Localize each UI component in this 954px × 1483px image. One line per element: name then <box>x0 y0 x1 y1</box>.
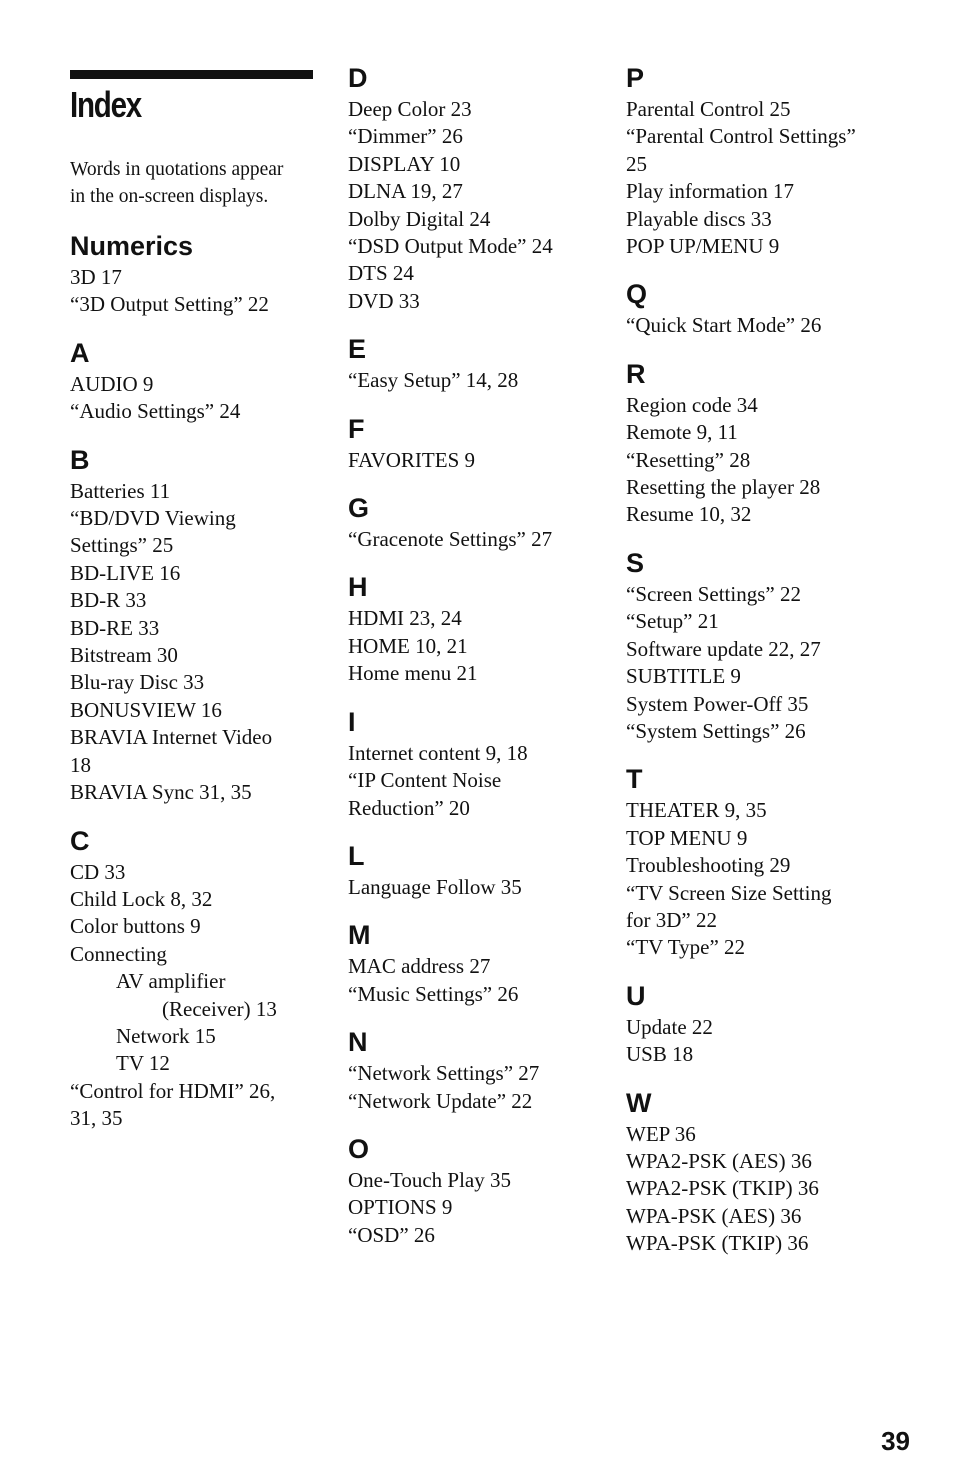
index-entry: “Quick Start Mode” 26 <box>626 313 822 338</box>
intro-line: in the on-screen displays. <box>70 186 269 207</box>
index-entry: HOME 10, 21 <box>348 633 468 658</box>
index-entry: “Music Settings” 26 <box>348 981 519 1006</box>
index-entry: Play information 17 <box>626 179 794 204</box>
index-section <box>626 546 876 745</box>
index-entry: “3D Output Setting” 22 <box>70 292 269 317</box>
index-entry: “Audio Settings” 24 <box>70 399 241 424</box>
index-section <box>626 1086 876 1258</box>
section-heading: Numerics <box>70 231 194 261</box>
index-entry: “Setup” 21 <box>626 609 719 634</box>
index-entry: Settings” 25 <box>70 533 174 558</box>
index-entry: DLNA 19, 27 <box>348 179 463 204</box>
index-section <box>626 357 876 529</box>
index-entry: Region code 34 <box>626 392 758 417</box>
index-entry: Bitstream 30 <box>70 643 178 668</box>
index-section <box>70 229 325 319</box>
index-entry: Child Lock 8, 32 <box>70 886 213 911</box>
index-entry: TV 12 <box>116 1051 170 1076</box>
index-entry: AUDIO 9 <box>70 371 154 396</box>
index-entry: “System Settings” 26 <box>626 718 806 743</box>
index-entry: 31, 35 <box>70 1106 123 1131</box>
index-entry: Playable discs 33 <box>626 206 772 231</box>
section-heading: A <box>70 337 90 368</box>
index-section <box>70 824 325 1133</box>
index-column-3 <box>626 61 876 1275</box>
index-section <box>70 443 325 807</box>
index-entry: TOP MENU 9 <box>626 825 748 850</box>
index-entry: POP UP/MENU 9 <box>626 234 780 259</box>
section-heading: S <box>626 547 645 578</box>
index-entry: MAC address 27 <box>348 954 491 979</box>
index-entry: FAVORITES 9 <box>348 447 475 472</box>
index-entry: “TV Screen Size Setting <box>626 880 832 905</box>
section-heading: H <box>348 572 368 603</box>
title-rule <box>70 70 313 79</box>
section-heading: I <box>348 706 356 737</box>
index-section <box>348 705 598 822</box>
section-heading: N <box>348 1027 368 1058</box>
index-entry: USB 18 <box>626 1042 694 1067</box>
index-entry: DVD 33 <box>348 288 420 313</box>
index-entry: WPA-PSK (TKIP) 36 <box>626 1231 809 1256</box>
index-section <box>626 762 876 961</box>
index-entry: “Resetting” 28 <box>626 447 751 472</box>
index-entry: Home menu 21 <box>348 661 478 686</box>
index-entry: Reduction” 20 <box>348 795 470 820</box>
index-entry: “Gracenote Settings” 27 <box>348 527 553 552</box>
section-heading: C <box>70 825 90 856</box>
intro-line: Words in quotations appear <box>70 159 284 180</box>
index-entry: Troubleshooting 29 <box>626 853 791 878</box>
index-section <box>348 1132 598 1249</box>
index-entry: “Parental Control Settings” <box>626 124 856 149</box>
index-entry: DTS 24 <box>348 261 414 286</box>
section-heading: U <box>626 980 646 1011</box>
index-entry: BONUSVIEW 16 <box>70 697 222 722</box>
index-entry: “Network Update” 22 <box>348 1088 533 1113</box>
index-entry: “DSD Output Mode” 24 <box>348 234 553 259</box>
section-heading: E <box>348 334 367 365</box>
index-entry: AV amplifier <box>116 969 226 994</box>
index-entry: “OSD” 26 <box>348 1222 435 1247</box>
section-heading: Q <box>626 279 648 310</box>
index-section <box>626 277 876 339</box>
page-title: Index <box>70 84 141 125</box>
index-entry: Network 15 <box>116 1023 216 1048</box>
index-section <box>348 918 598 1008</box>
index-section <box>348 1025 598 1115</box>
index-entry: Internet content 9, 18 <box>348 740 528 765</box>
index-entry: BD-LIVE 16 <box>70 560 181 585</box>
index-entry: Language Follow 35 <box>348 874 522 899</box>
index-entry: BD-R 33 <box>70 588 147 613</box>
page-number: 39 <box>881 1426 910 1456</box>
index-section <box>348 61 598 315</box>
index-entry: Blu-ray Disc 33 <box>70 670 205 695</box>
index-entry: BRAVIA Sync 31, 35 <box>70 780 252 805</box>
index-entry: “BD/DVD Viewing <box>70 506 236 531</box>
index-column-1 <box>70 229 325 1150</box>
index-entry: BD-RE 33 <box>70 615 160 640</box>
section-heading: B <box>70 444 90 475</box>
section-heading: W <box>626 1087 652 1118</box>
index-section <box>348 839 598 901</box>
index-entry: “Network Settings” 27 <box>348 1061 540 1086</box>
index-entry: 25 <box>626 151 647 176</box>
index-entry: BRAVIA Internet Video <box>70 725 273 750</box>
index-entry: DISPLAY 10 <box>348 151 461 176</box>
index-section <box>70 336 325 426</box>
index-entry: Resume 10, 32 <box>626 502 752 527</box>
index-entry: WPA2-PSK (TKIP) 36 <box>626 1176 819 1201</box>
index-entry: “TV Type” 22 <box>626 935 746 960</box>
section-heading: O <box>348 1133 370 1164</box>
index-entry: SUBTITLE 9 <box>626 664 741 689</box>
index-entry: Connecting <box>70 941 167 966</box>
index-section <box>348 412 598 474</box>
index-entry: Resetting the player 28 <box>626 475 821 500</box>
section-heading: G <box>348 493 370 524</box>
section-heading: F <box>348 413 365 444</box>
index-entry: THEATER 9, 35 <box>626 798 767 823</box>
index-entry: Update 22 <box>626 1014 713 1039</box>
intro-text <box>70 156 320 210</box>
index-entry: 3D 17 <box>70 265 122 289</box>
index-entry: “Dimmer” 26 <box>348 124 463 149</box>
index-entry: Color buttons 9 <box>70 914 201 939</box>
index-entry: Deep Color 23 <box>348 97 472 121</box>
index-entry: WPA-PSK (AES) 36 <box>626 1203 802 1228</box>
index-entry: “Control for HDMI” 26, <box>70 1078 276 1103</box>
index-entry: OPTIONS 9 <box>348 1195 453 1220</box>
section-heading: M <box>348 920 371 951</box>
index-entry: 18 <box>70 752 91 777</box>
index-entry: (Receiver) 13 <box>162 996 277 1021</box>
index-entry: WEP 36 <box>626 1121 696 1146</box>
index-entry: Dolby Digital 24 <box>348 206 491 231</box>
section-heading: T <box>626 764 643 795</box>
index-entry: Remote 9, 11 <box>626 420 738 445</box>
index-section <box>348 332 598 394</box>
index-entry: CD 33 <box>70 859 126 884</box>
index-entry: System Power-Off 35 <box>626 691 809 716</box>
index-entry: for 3D” 22 <box>626 907 717 932</box>
section-heading: R <box>626 358 646 389</box>
index-entry: Batteries 11 <box>70 478 171 503</box>
index-entry: “Easy Setup” 14, 28 <box>348 368 519 393</box>
section-heading: L <box>348 840 365 871</box>
index-entry: WPA2-PSK (AES) 36 <box>626 1148 812 1173</box>
index-entry: HDMI 23, 24 <box>348 606 462 631</box>
section-heading: D <box>348 63 368 93</box>
index-entry: One-Touch Play 35 <box>348 1167 511 1192</box>
section-heading: P <box>626 63 645 93</box>
index-section <box>348 570 598 687</box>
index-section <box>626 979 876 1069</box>
index-entry: Parental Control 25 <box>626 97 791 121</box>
index-entry: Software update 22, 27 <box>626 636 821 661</box>
index-entry: “Screen Settings” 22 <box>626 581 801 606</box>
index-section <box>348 491 598 553</box>
index-column-2 <box>348 61 598 1266</box>
index-entry: “IP Content Noise <box>348 768 502 793</box>
index-section <box>626 61 876 260</box>
